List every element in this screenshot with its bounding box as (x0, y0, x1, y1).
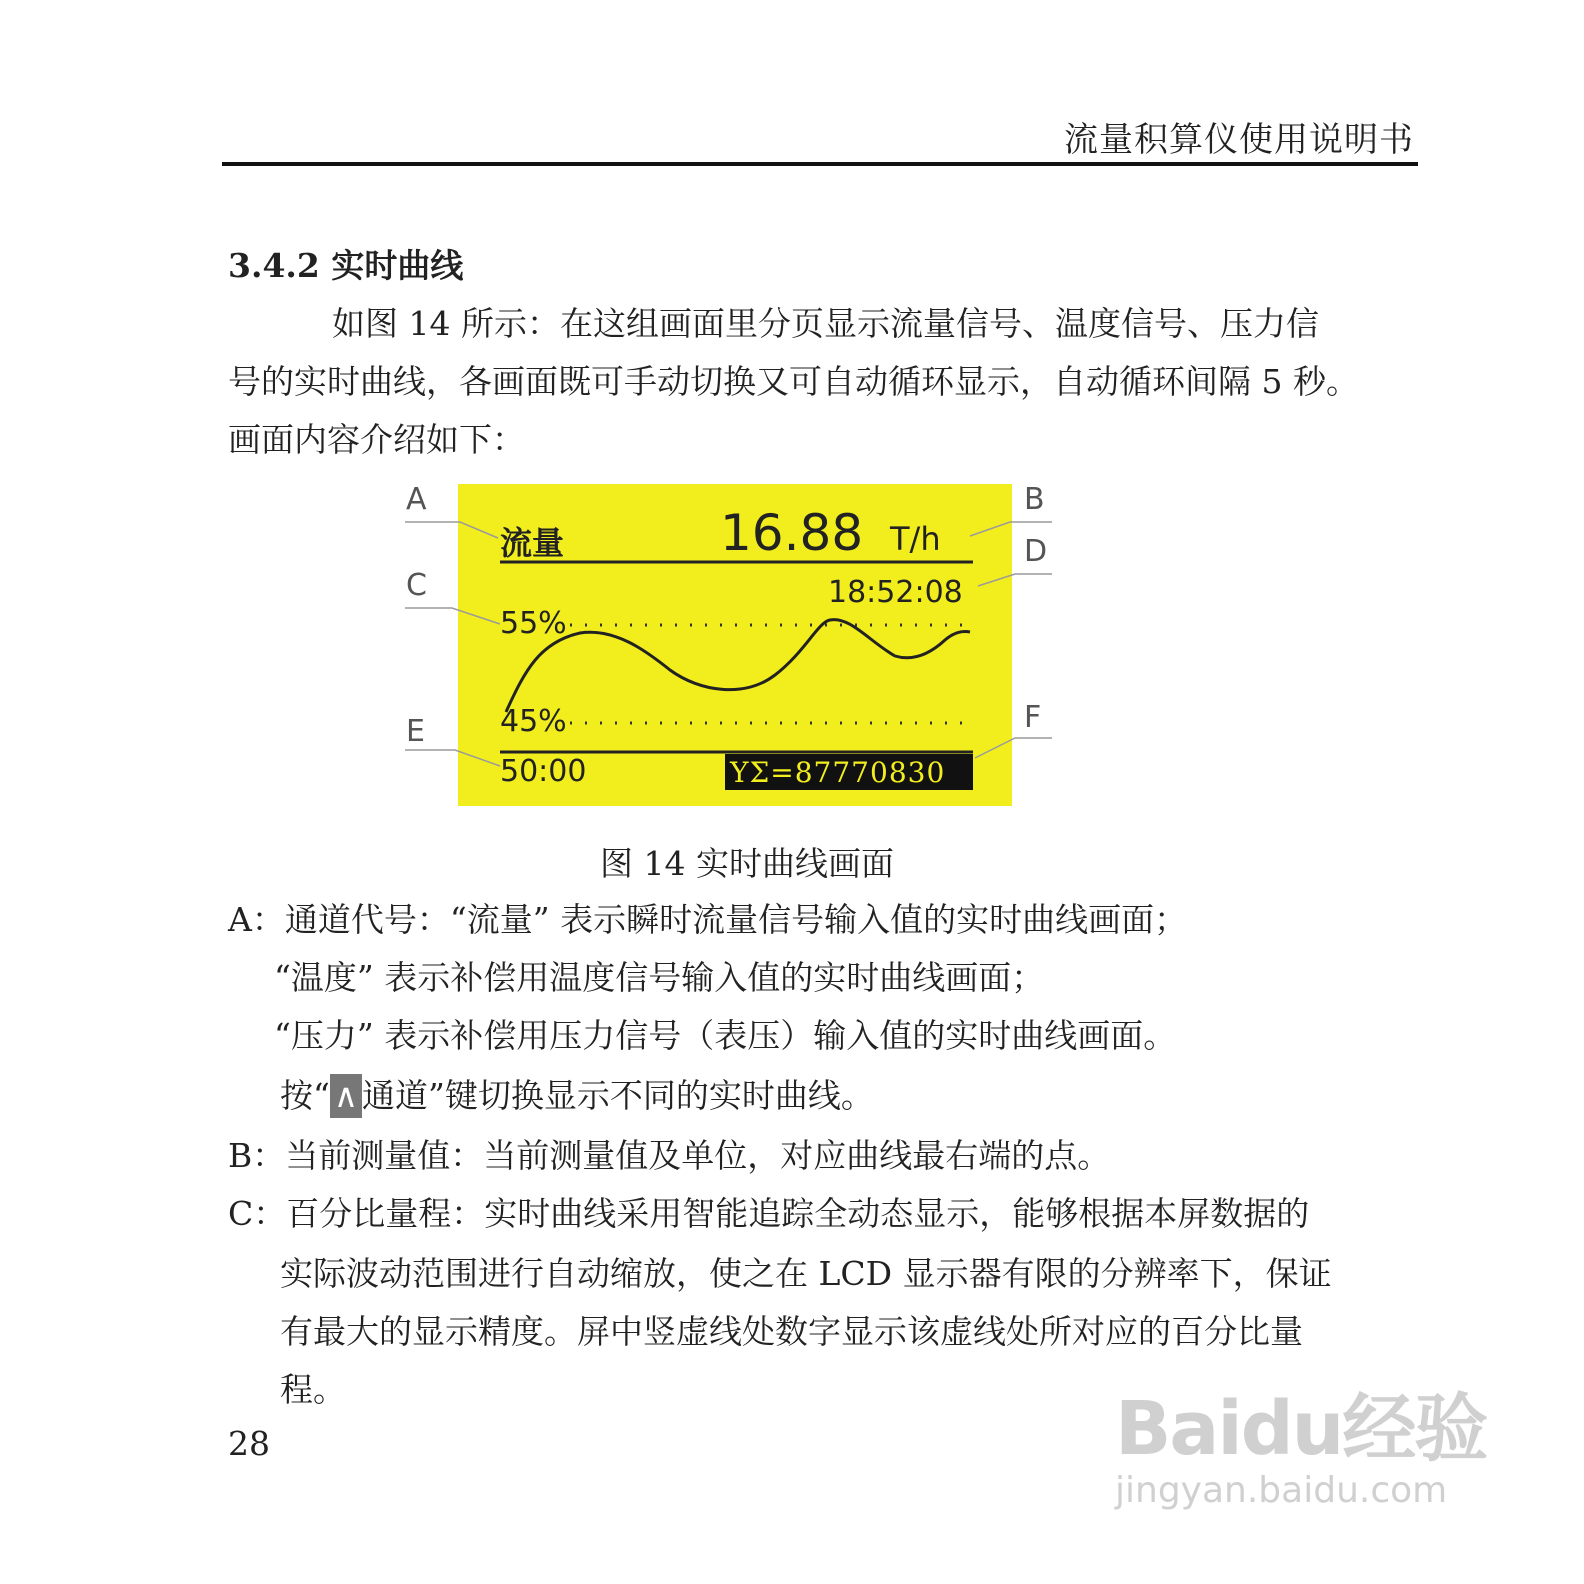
callout-c: C (406, 568, 427, 603)
callout-a: A (406, 482, 427, 517)
lcd-time: 18:52:08 (828, 575, 963, 610)
page-number: 28 (228, 1424, 270, 1463)
callout-f: F (1024, 700, 1042, 735)
item-c-line-3: 有最大的显示精度。屏中竖虚线处数字显示该虚线处所对应的百分比量 (280, 1312, 1303, 1351)
item-c-line-2: 实际波动范围进行自动缩放，使之在 LCD 显示器有限的分辨率下，保证 (280, 1254, 1332, 1293)
item-b-line-1: B：当前测量值：当前测量值及单位，对应曲线最右端的点。 (228, 1136, 1111, 1175)
header-rule (222, 162, 1418, 166)
callout-b: B (1024, 482, 1045, 517)
lcd-total: YΣ=87770830 (730, 756, 946, 789)
item-c-line-1: C：百分比量程：实时曲线采用智能追踪全动态显示，能够根据本屏数据的 (228, 1194, 1310, 1233)
watermark-logo: Baidu经验 (1115, 1386, 1487, 1472)
intro-line-2: 号的实时曲线，各画面既可手动切换又可自动循环显示，自动循环间隔 5 秒。 (228, 362, 1359, 401)
leader-a (405, 522, 498, 538)
section-title: 3.4.2 实时曲线 (228, 246, 464, 285)
item-a-line-1: A：通道代号：“流量” 表示瞬时流量信号输入值的实时曲线画面； (228, 900, 1188, 939)
lcd-value: 16.88 (720, 504, 864, 562)
channel-key-icon: ∧ (330, 1074, 362, 1118)
intro-paragraph (228, 295, 1408, 469)
lcd-channel-label: 流量 (500, 524, 565, 562)
figure-caption: 图 14 实时曲线画面 (600, 844, 894, 883)
callout-d: D (1024, 534, 1048, 569)
item-a-line-4: 按“ ∧ 通道”键切换显示不同的实时曲线。 (280, 1074, 874, 1118)
lcd-unit: T/h (890, 520, 941, 558)
running-header: 流量积算仪使用说明书 (1064, 120, 1414, 160)
callout-e: E (406, 714, 425, 749)
intro-line-1: 如图 14 所示：在这组画面里分页显示流量信号、温度信号、压力信 (332, 304, 1319, 343)
item-a-line-2: “温度” 表示补偿用温度信号输入值的实时曲线画面； (274, 958, 1045, 997)
intro-line-3: 画面内容介绍如下： (228, 420, 525, 459)
lcd-upper-percent: 55% (500, 606, 567, 641)
item-a-line-3: “压力” 表示补偿用压力信号（表压）输入值的实时曲线画面。 (274, 1016, 1177, 1055)
leader-e (405, 750, 500, 766)
item-c-line-4: 程。 (280, 1370, 346, 1409)
figure-14 (400, 480, 1080, 820)
baidu-watermark (1115, 1370, 1486, 1511)
realtime-curve (506, 620, 970, 712)
leader-c (405, 608, 500, 624)
lcd-duration: 50:00 (500, 754, 587, 789)
leader-d (978, 574, 1052, 586)
lcd-lower-percent: 45% (500, 704, 567, 739)
watermark-url: jingyan.baidu.com (1115, 1470, 1448, 1511)
leader-f (975, 738, 1052, 758)
